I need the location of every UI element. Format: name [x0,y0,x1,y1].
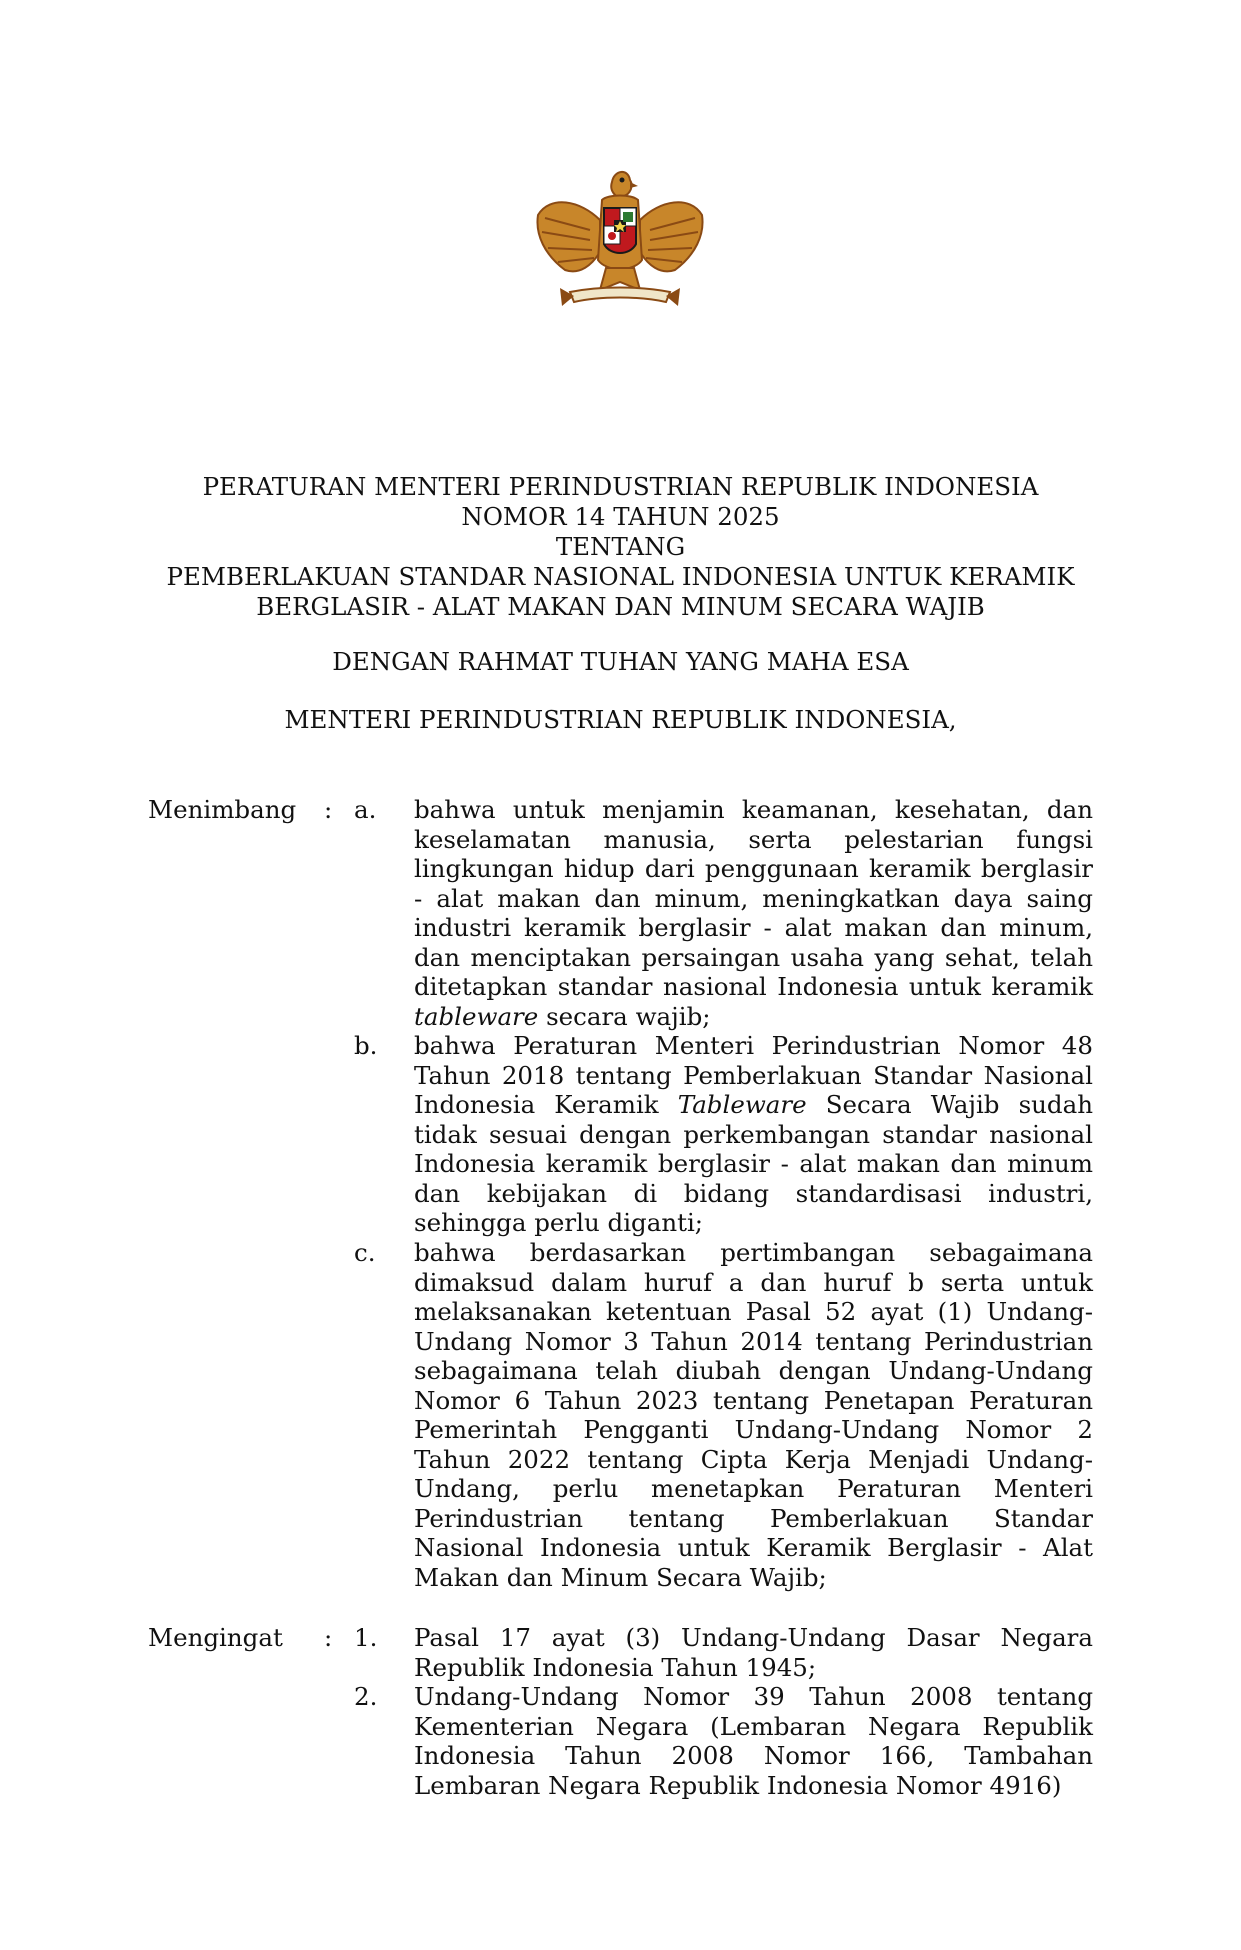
mengingat-item-2-text: Undang-Undang Nomor 39 Tahun 2008 tentang Kementerian Negara (Lembaran Negara Republik Indonesia Tahun 2008 Nomor 166, Tambahan Lembaran Negara Republik Indonesia Nomor 4916) [414,1682,1093,1800]
regulation-title [0,472,1241,622]
title-line: TENTANG [555,532,686,561]
authority-line: MENTERI PERINDUSTRIAN REPUBLIK INDONESIA, [284,705,957,734]
item-text-part: bahwa untuk menjamin keamanan, kesehatan, dan keselamatan manusia, serta pelestarian fungsi lingkungan hidup dari penggunaan keramik berglasir - alat makan dan minum, meningkatkan daya saing industri keramik berglasir - alat makan dan minum, dan menciptakan persaingan usaha yang sehat, telah ditetapkan standar nasional Indonesia untuk keramik [414,795,1093,1001]
menimbang-item-a-marker: a. [354,795,377,824]
menimbang-item-b-marker: b. [354,1031,378,1060]
mengingat-item-1-marker: 1. [354,1623,378,1652]
item-text-italic: tableware [414,1001,539,1031]
garuda-pancasila-emblem-icon [530,160,710,315]
item-text-part: Secara Wajib sudah tidak sesuai dengan perkembangan standar nasional Indonesia keramik berglasir - alat makan dan minum dan kebijakan di bidang standardisasi industri, sehingga perlu diganti; [414,1090,1093,1237]
preamble: DENGAN RAHMAT TUHAN YANG MAHA ESA [332,647,909,676]
menimbang-item-c-text: bahwa berdasarkan pertimbangan sebagaimana dimaksud dalam huruf a dan huruf b serta untuk melaksanakan ketentuan Pasal 52 ayat (1) Undang-Undang Nomor 3 Tahun 2014 tentang Perindustrian sebagaimana telah diubah dengan Undang-Undang Nomor 6 Tahun 2023 tentang Penetapan Peraturan Pemerintah Pengganti Undang-Undang Nomor 2 Tahun 2022 tentang Cipta Kerja Menjadi Undang-Undang, perlu menetapkan Peraturan Menteri Perindustrian tentang Pemberlakuan Standar Nasional Indonesia untuk Keramik Berglasir - Alat Makan dan Minum Secara Wajib; [414,1238,1093,1592]
mengingat-item-2-marker: 2. [354,1682,378,1711]
menimbang-item-b-text [414,1031,1093,1238]
mengingat-item-1-text: Pasal 17 ayat (3) Undang-Undang Dasar Negara Republik Indonesia Tahun 1945; [414,1623,1093,1682]
item-text-part: bahwa Peraturan Menteri Perindustrian Nomor 48 Tahun 2018 tentang Pemberlakuan Standar Nasional Indonesia Keramik [414,1031,1093,1119]
title-line: PERATURAN MENTERI PERINDUSTRIAN REPUBLIK INDONESIA [202,472,1039,501]
menimbang-item-c-marker: c. [354,1238,376,1267]
mengingat-colon: : [324,1623,333,1652]
title-line: PEMBERLAKUAN STANDAR NASIONAL INDONESIA UNTUK KERAMIK [166,562,1075,591]
menimbang-item-a-text [414,795,1093,1031]
mengingat-label: Mengingat [148,1623,283,1652]
title-line: BERGLASIR - ALAT MAKAN DAN MINUM SECARA WAJIB [256,592,985,621]
title-line: NOMOR 14 TAHUN 2025 [461,502,780,531]
item-text-part: secara wajib; [546,1001,711,1031]
item-text-italic: Tableware [677,1090,807,1119]
menimbang-label: Menimbang [148,795,297,824]
menimbang-colon: : [324,795,333,824]
